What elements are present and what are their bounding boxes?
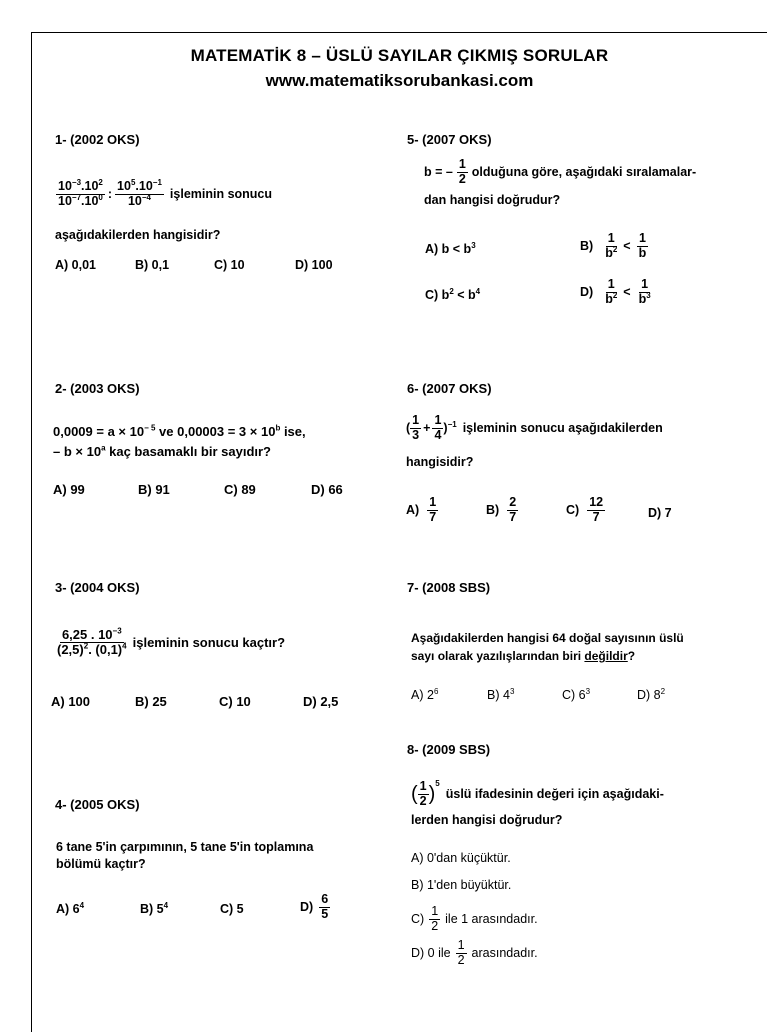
q6-option-b[interactable]: B) $\frac{2}{7}$	[486, 495, 517, 524]
q6-option-d[interactable]: D) 7	[648, 506, 672, 520]
q6-expression: ( $\frac{1}{3}$ + $\frac{1}{4}$ )$^{-1}$ işleminin sonucu aşağıdakilerden	[406, 413, 663, 442]
q4-option-d[interactable]: D) $\frac{6}{5}$	[300, 892, 329, 921]
question-1-header: 1- (2002 OKS)	[55, 132, 140, 147]
q8-line-1: ( $\frac{1}{2}$ ) $^5$ üslü ifadesinin değeri için aşağıdaki-	[411, 779, 664, 808]
q1-text-2: aşağıdakilerden hangisidir?	[55, 228, 221, 242]
q7-option-b[interactable]: B) $4^3$	[487, 686, 515, 702]
q8-option-c[interactable]: C) $\frac{1}{2}$ ile 1 arasındadır.	[411, 904, 538, 933]
question-4-header: 4- (2005 OKS)	[55, 797, 140, 812]
q5-line-2: dan hangisi doğrudur?	[424, 193, 561, 207]
q6-option-a[interactable]: A) $\frac{1}{7}$	[406, 495, 437, 524]
q6-option-c[interactable]: C) $\frac{12}{7}$	[566, 495, 604, 524]
q2-line-2: – $b \times 10^a$ kaç basamaklı bir sayıdır?	[53, 443, 271, 459]
q6-text-2: hangisidir?	[406, 455, 474, 469]
question-2-header: 2- (2003 OKS)	[55, 381, 140, 396]
q2-option-a[interactable]: A) 99	[53, 482, 85, 497]
q3-fraction: $\frac{6,25 . 10^{-3}}{(2,5)^2. (0,1)^4}$	[57, 626, 127, 658]
q5-option-b[interactable]: B) $\frac{1}{b^2}$ < $\frac{1}{b}$	[580, 231, 647, 260]
q8-line-2: lerden hangisi doğrudur?	[411, 813, 563, 827]
page-title: MATEMATİK 8 – ÜSLÜ SAYILAR ÇIKMIŞ SORULAR	[190, 46, 609, 65]
q1-option-c[interactable]: C) 10	[214, 258, 245, 272]
question-1-expression: $\frac{10^{-3}.10^2}{10^{-7}.10^0}$ : $\frac{10^5.10^{-1}}{10^{-4}}$ işleminin sonucu	[58, 177, 273, 208]
q1-option-b[interactable]: B) 0,1	[135, 258, 170, 272]
q5-option-a[interactable]: A) $b < b^3$	[425, 240, 476, 256]
q3-text: işleminin sonucu kaçtır?	[132, 635, 286, 651]
q3-option-b[interactable]: B) 25	[135, 694, 167, 709]
q5-option-d[interactable]: D) $\frac{1}{b^2}$ < $\frac{1}{b^3}$	[580, 277, 651, 306]
q2-option-d[interactable]: D) 66	[311, 482, 343, 497]
q8-option-d[interactable]: D) 0 ile $\frac{1}{2}$ arasındadır.	[411, 938, 538, 967]
q8-option-a[interactable]: A) 0'dan küçüktür.	[411, 851, 511, 865]
q7-option-a[interactable]: A) $2^6$	[411, 686, 439, 702]
q4-option-b[interactable]: B) $5^4$	[140, 900, 169, 916]
website-url: www.matematiksorubankasi.com	[265, 71, 534, 90]
question-7-header: 7- (2008 SBS)	[407, 580, 491, 595]
q3-option-a[interactable]: A) 100	[51, 694, 91, 709]
q4-option-a[interactable]: A) $6^4$	[56, 900, 85, 916]
q1-fraction-2: $\frac{10^5.10^{-1}}{10^{-4}}$	[117, 177, 162, 208]
q4-option-c[interactable]: C) 5	[220, 902, 244, 916]
q1-text-1: işleminin sonucu	[169, 187, 273, 202]
q1-option-a[interactable]: A) 0,01	[55, 258, 96, 272]
q7-option-d[interactable]: D) $8^2$	[637, 686, 666, 702]
q7-option-c[interactable]: C) $6^3$	[562, 686, 591, 702]
q4-line-1: 6 tane 5'in çarpımının, 5 tane 5'in toplamına	[56, 840, 314, 854]
q2-option-c[interactable]: C) 89	[224, 482, 256, 497]
q2-line-1: $0,0009 = a \times 10^{- 5}$ ve $0,00003 = 3 \times 10^b$ ise,	[53, 423, 306, 439]
question-3-expression	[55, 628, 285, 658]
q2-option-b[interactable]: B) 91	[138, 482, 170, 497]
q8-option-b[interactable]: B) 1'den büyüktür.	[411, 878, 512, 892]
q7-line-1: Aşağıdakilerden hangisi 64 doğal sayısının üslü	[411, 631, 684, 645]
q5-line-1: b = – $\frac{1}{2}$ olduğuna göre, aşağıdaki sıralamalar-	[424, 157, 697, 186]
question-6-header: 6- (2007 OKS)	[407, 381, 492, 396]
q3-option-d[interactable]: D) 2,5	[303, 694, 339, 709]
q3-option-c[interactable]: C) 10	[219, 694, 251, 709]
question-3-header: 3- (2004 OKS)	[55, 580, 140, 595]
q5-option-c[interactable]: C) $b^2 < b^4$	[425, 286, 481, 302]
question-5-header: 5- (2007 OKS)	[407, 132, 492, 147]
q4-line-2: bölümü kaçtır?	[56, 857, 146, 871]
question-8-header: 8- (2009 SBS)	[407, 742, 491, 757]
q7-line-2: sayı olarak yazılışlarından biri değildir?	[411, 649, 636, 663]
q1-fraction-1: $\frac{10^{-3}.10^2}{10^{-7}.10^0}$	[58, 177, 103, 208]
q1-option-d[interactable]: D) 100	[295, 258, 333, 272]
